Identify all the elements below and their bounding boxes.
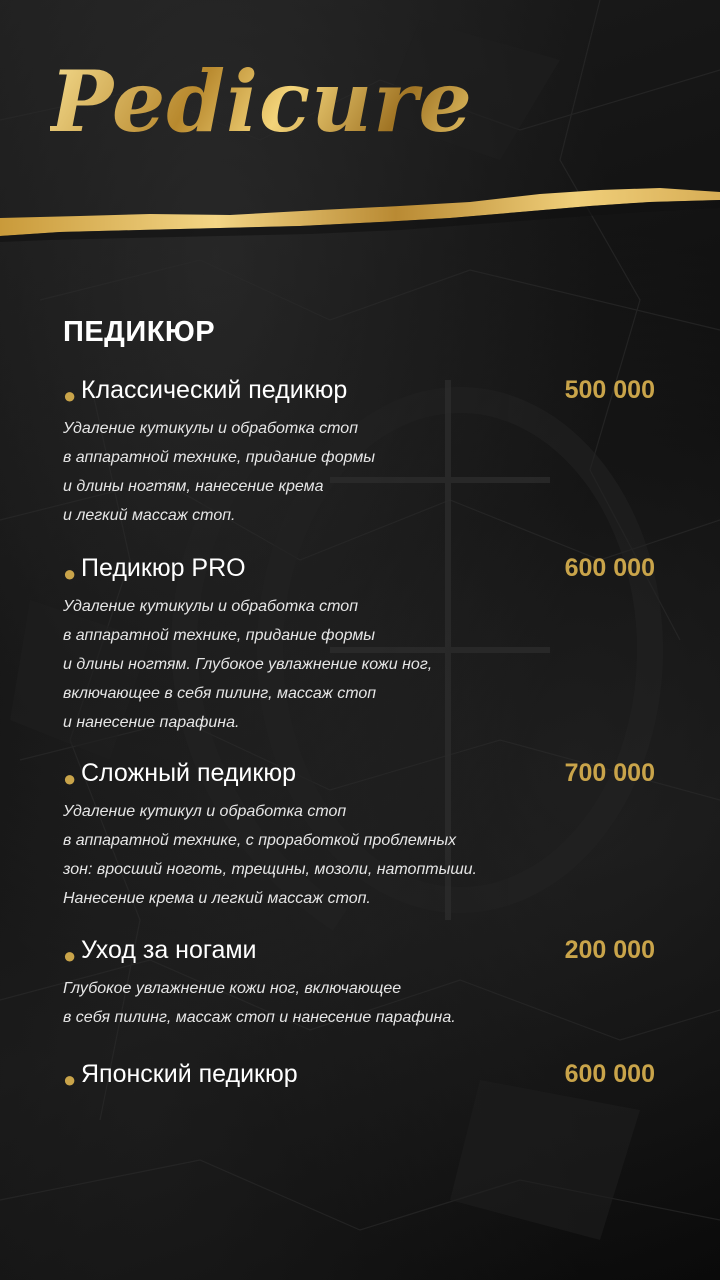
bullet-icon: ●	[63, 943, 77, 968]
item-description	[63, 592, 663, 737]
item-description	[63, 414, 663, 530]
item-description	[63, 797, 663, 913]
description-line: и легкий массаж стоп.	[63, 507, 236, 524]
bullet-icon: ●	[63, 383, 77, 408]
item-price: 600 000	[564, 554, 655, 582]
item-price: 700 000	[564, 759, 655, 787]
description-line: в себя пилинг, массаж стоп и нанесение парафина.	[63, 1009, 456, 1026]
description-line: и длины ногтям. Глубокое увлажнение кожи ног,	[63, 656, 433, 673]
description-line: Удаление кутикулы и обработка стоп	[63, 420, 358, 437]
script-title: Pedicure	[50, 52, 473, 151]
description-line: и длины ногтям, нанесение крема	[63, 478, 324, 495]
description-line: Глубокое увлажнение кожи ног, включающее	[63, 980, 402, 997]
item-price: 500 000	[564, 376, 655, 404]
description-line: Нанесение крема и легкий массаж стоп.	[63, 890, 371, 907]
description-line: Удаление кутикулы и обработка стоп	[63, 598, 358, 615]
description-line: в аппаратной технике, придание формы	[63, 449, 376, 466]
item-name: Классический педикюр	[81, 376, 348, 404]
section-title: ПЕДИКЮР	[63, 316, 216, 348]
description-line: и нанесение парафина.	[63, 714, 240, 731]
menu-item-classic	[63, 376, 663, 530]
description-line: зон: вросший ноготь, трещины, мозоли, натоптыши.	[63, 861, 477, 878]
item-name: Педикюр PRO	[81, 554, 246, 582]
gold-torn-strip	[0, 188, 720, 248]
item-price: 600 000	[564, 1060, 655, 1088]
bullet-icon: ●	[63, 766, 77, 791]
menu-item-foot-care	[63, 936, 663, 1032]
description-line: включающее в себя пилинг, массаж стоп	[63, 685, 377, 702]
description-line: в аппаратной технике, с проработкой проблемных	[63, 832, 457, 849]
menu-item-japanese	[63, 1060, 663, 1096]
item-description	[63, 974, 663, 1032]
bullet-icon: ●	[63, 561, 77, 586]
menu-item-pro	[63, 554, 663, 737]
item-name: Уход за ногами	[81, 936, 257, 964]
item-price: 200 000	[564, 936, 655, 964]
bullet-icon: ●	[63, 1067, 77, 1092]
menu-item-complex	[63, 759, 663, 913]
item-name: Японский педикюр	[81, 1060, 298, 1088]
description-line: Удаление кутикул и обработка стоп	[63, 803, 347, 820]
description-line: в аппаратной технике, придание формы	[63, 627, 376, 644]
item-name: Сложный педикюр	[81, 759, 296, 787]
